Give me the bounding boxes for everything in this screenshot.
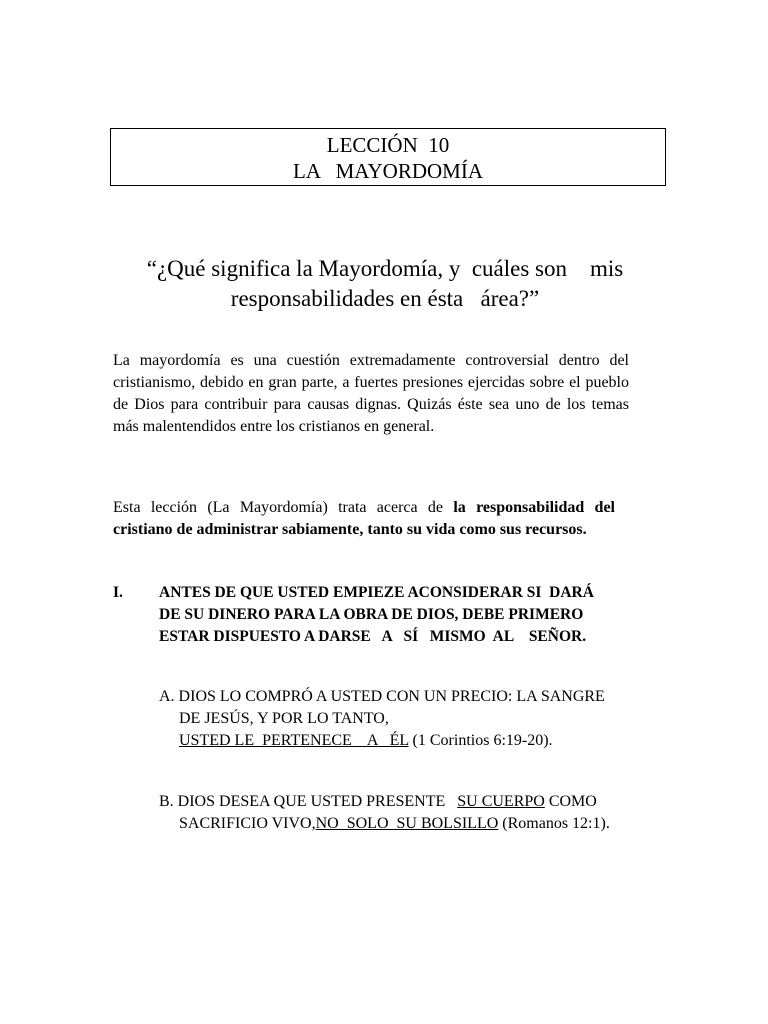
item-b-line-1 — [159, 791, 679, 813]
lesson-question — [80, 254, 690, 314]
question-line-1: “¿Qué significa la Mayordomía, y cuáles son mis — [146, 256, 624, 281]
item-a-line-1: A. DIOS LO COMPRÓ A USTED CON UN PRECIO: LA SANGRE — [159, 688, 605, 705]
summary-text: Esta lección (La Mayordomía) trata acerca de — [113, 499, 454, 516]
item-b-underlined-wallet: NO SOLO SU BOLSILLO — [315, 815, 499, 832]
section-number: I. — [113, 584, 123, 601]
item-a-line-2: DE JESÚS, Y POR LO TANTO, — [179, 710, 389, 727]
section-heading — [159, 582, 659, 648]
lesson-title-box — [110, 128, 666, 186]
item-a-underlined-text: USTED LE PERTENECE A ÉL — [179, 732, 409, 749]
section-heading-line-2: DE SU DINERO PARA LA OBRA DE DIOS, DEBE PRIMERO — [159, 606, 584, 623]
item-b-reference: (Romanos 12:1). — [498, 815, 610, 832]
item-b-line-2 — [159, 813, 679, 835]
list-item-b — [159, 791, 679, 835]
item-b-line-1-end: COMO — [544, 793, 597, 810]
section-heading-line-1: ANTES DE QUE USTED EMPIEZE ACONSIDERAR SI DARÁ — [159, 584, 594, 601]
item-b-line-1-start: B. DIOS DESEA QUE USTED PRESENTE — [159, 793, 458, 810]
item-a-line-3 — [159, 730, 679, 752]
question-line-2: responsabilidades en ésta área?” — [230, 286, 540, 311]
lesson-title: LA MAYORDOMÍA — [293, 159, 483, 183]
intro-paragraph: La mayordomía es una cuestión extremadamente controversial dentro del cristianismo, debido en gran parte, a fuertes presiones ejercidas sobre el pueblo de Dios para contribuir para causas dignas. Quizás éste sea uno de los temas más malentendidos entre los cristianos en general. — [113, 352, 629, 435]
item-a-reference: (1 Corintios 6:19-20). — [408, 732, 553, 749]
section-heading-line-3: ESTAR DISPUESTO A DARSE A SÍ MISMO AL SEÑOR. — [159, 628, 587, 645]
summary-bold-text: la responsabilidad del cristiano de administrar sabiamente, tanto su vida como sus recursos. — [113, 499, 615, 538]
lesson-summary-paragraph — [113, 497, 615, 541]
item-b-underlined-body: SU CUERPO — [457, 793, 545, 810]
lesson-number: LECCIÓN 10 — [326, 133, 450, 157]
list-item-a — [159, 686, 679, 752]
item-b-line-2-start: SACRIFICIO VIVO, — [179, 815, 316, 832]
